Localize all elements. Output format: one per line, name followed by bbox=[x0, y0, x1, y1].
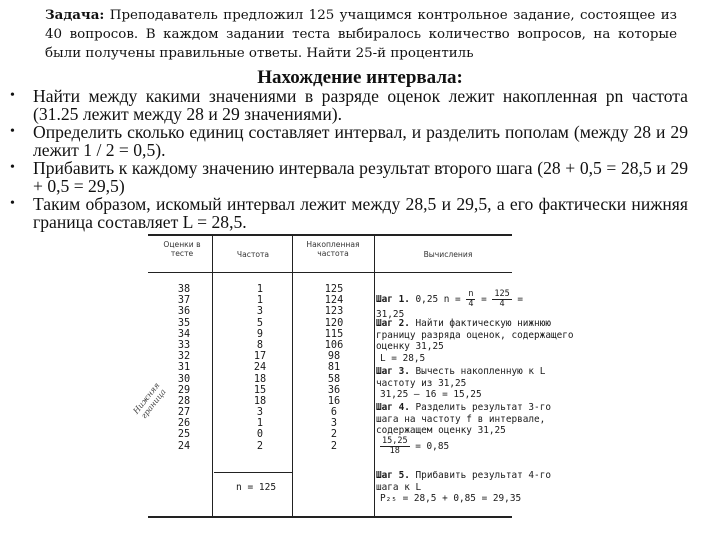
score-cell: 31 bbox=[177, 362, 191, 374]
score-cell: 24 bbox=[177, 440, 191, 452]
cum-cell: 6 bbox=[330, 407, 338, 419]
step-text: Вычесть накопленную к L частоту из 31,25 bbox=[376, 366, 546, 389]
cum-cell: 81 bbox=[327, 362, 341, 374]
freq-cell: 18 bbox=[253, 395, 267, 407]
bullet-text: Определить сколько единиц составляет интервал, и разделить пополам (между 28 и 29 лежит 1 / 2 = 0,5). bbox=[33, 122, 688, 160]
step-result: P₂₅ = 28,5 + 0,85 = 29,35 bbox=[380, 493, 522, 505]
step-text: Найти фактическую нижнюю границу разряда оценок, содержащего оценку 31,25 bbox=[376, 318, 574, 353]
freq-column bbox=[240, 284, 280, 452]
handwritten-note: Нижняя граница bbox=[131, 380, 168, 421]
bullet-text: Таким образом, искомый интервал лежит между 28,5 и 29,5, а его фактически нижняя граница составляет L = 28,5. bbox=[33, 194, 688, 232]
freq-cell: 9 bbox=[256, 328, 264, 340]
score-cell: 28 bbox=[177, 395, 191, 407]
bullet-text: Найти между какими значениями в разряде оценок лежит накопленная pn частота (31.25 лежит между 28 и 29 значениями). bbox=[33, 86, 688, 124]
step-label: Шаг 3. bbox=[376, 366, 410, 377]
step-result: L = 28,5 bbox=[380, 352, 426, 364]
cum-cell: 124 bbox=[324, 295, 344, 307]
freq-cell: 1 bbox=[256, 284, 264, 295]
fraction-num: n bbox=[468, 289, 474, 299]
header-cum: Накопленная частота bbox=[306, 240, 360, 258]
table-top-rule bbox=[148, 234, 512, 236]
fraction bbox=[466, 290, 475, 309]
cum-cell: 98 bbox=[327, 351, 341, 363]
task-label: Задача: bbox=[45, 7, 105, 23]
freq-cell: 3 bbox=[256, 407, 264, 419]
cum-cell: 2 bbox=[330, 429, 338, 441]
step-4 bbox=[376, 402, 576, 456]
score-cell: 27 bbox=[177, 407, 191, 419]
freq-cell: 18 bbox=[253, 373, 267, 385]
step-label: Шаг 2. bbox=[376, 318, 410, 329]
score-cell: 33 bbox=[177, 339, 191, 351]
freq-cell: 5 bbox=[256, 317, 264, 329]
step-3 bbox=[376, 366, 576, 401]
fraction bbox=[380, 437, 410, 456]
step-label: Шаг 1. bbox=[376, 294, 410, 305]
step-text: Разделить результат 3-го шага на частоту f в интервале, содержащем оценку 31,25 bbox=[376, 402, 551, 437]
cum-cell: 2 bbox=[330, 440, 338, 452]
score-cell: 37 bbox=[177, 295, 191, 307]
table-bottom-rule bbox=[148, 516, 512, 518]
steps-list bbox=[0, 87, 720, 231]
header-freq: Частота bbox=[236, 250, 270, 259]
bullet-item bbox=[0, 87, 720, 123]
score-cell: 34 bbox=[177, 328, 191, 340]
scanned-table bbox=[131, 232, 708, 518]
freq-cell: 0 bbox=[256, 429, 264, 441]
cum-cell: 125 bbox=[324, 284, 344, 295]
step-label: Шаг 5. bbox=[376, 470, 410, 481]
score-cell: 36 bbox=[177, 306, 191, 318]
header-calc: Вычисления bbox=[423, 250, 473, 259]
step-text: Прибавить результат 4-го шага к L bbox=[376, 470, 551, 493]
step-result: 31,25 — 16 = 15,25 bbox=[380, 389, 482, 401]
freq-cell: 1 bbox=[256, 295, 264, 307]
freq-cell: 1 bbox=[256, 418, 264, 430]
total-n: n = 125 bbox=[236, 482, 277, 493]
freq-cell: 15 bbox=[253, 384, 267, 396]
step-1: Шаг 1. 0,25 n = $\frac{n}{4}$ = $\frac{125}{4}$ = 31,25 bbox=[376, 289, 524, 320]
bullet-item bbox=[0, 123, 720, 159]
freq-cell: 24 bbox=[253, 362, 267, 374]
cum-cell: 16 bbox=[327, 395, 341, 407]
step-2 bbox=[376, 318, 576, 364]
fraction-num: 15,25 bbox=[382, 435, 408, 446]
table-vline-3 bbox=[374, 234, 375, 516]
bullet-dot: • bbox=[10, 160, 15, 175]
bullet-text: Прибавить к каждому значению интервала результат второго шага (28 + 0,5 = 28,5 и 29 + 0,5 = 29,5) bbox=[33, 158, 688, 196]
table-vline-2 bbox=[292, 234, 293, 516]
score-cell: 32 bbox=[177, 351, 191, 363]
task-statement bbox=[45, 6, 677, 63]
fraction-den: 18 bbox=[389, 445, 400, 456]
table-header-rule bbox=[148, 272, 512, 273]
freq-cell: 17 bbox=[253, 351, 267, 363]
score-cell: 30 bbox=[177, 373, 191, 385]
fraction-den: 4 bbox=[499, 299, 505, 309]
freq-cell: 8 bbox=[256, 339, 264, 351]
total-rule bbox=[214, 472, 292, 473]
table-vline-1 bbox=[212, 234, 213, 516]
step-label: Шаг 4. bbox=[376, 402, 410, 413]
task-text: Преподаватель предложил 125 учащимся контрольное задание, состоящее из 40 вопросов. В каждом задании теста выбиралось количество вопросов, на которые были получены правильные ответы. Найти 25-й процентиль bbox=[45, 8, 677, 61]
cum-cell: 58 bbox=[327, 373, 341, 385]
step-result: = 0,85 bbox=[415, 440, 450, 452]
bullet-item bbox=[0, 159, 720, 195]
cum-cell: 123 bbox=[324, 306, 344, 318]
bullet-dot: • bbox=[10, 88, 15, 103]
step-result-line bbox=[376, 437, 576, 456]
cum-cell: 3 bbox=[330, 418, 338, 430]
fraction-den: 4 bbox=[468, 299, 474, 309]
header-scores: Оценки в тесте bbox=[163, 240, 201, 258]
step-5 bbox=[376, 470, 576, 505]
bullet-dot: • bbox=[10, 124, 15, 139]
cum-cell: 120 bbox=[324, 317, 344, 329]
section-heading: Нахождение интервала: bbox=[257, 67, 463, 88]
cum-cell: 106 bbox=[324, 339, 344, 351]
fraction-num: 125 bbox=[494, 289, 510, 299]
score-cell: 35 bbox=[177, 317, 191, 329]
step-result: = 31,25 bbox=[376, 294, 524, 320]
freq-cell: 2 bbox=[256, 440, 264, 452]
cum-column bbox=[314, 284, 354, 452]
freq-cell: 3 bbox=[256, 306, 264, 318]
score-cell: 29 bbox=[177, 384, 191, 396]
score-cell: 26 bbox=[177, 418, 191, 430]
cum-cell: 115 bbox=[324, 328, 344, 340]
bullet-dot: • bbox=[10, 196, 15, 211]
scores-column bbox=[164, 284, 204, 452]
cum-cell: 36 bbox=[327, 384, 341, 396]
bullet-item bbox=[0, 195, 720, 231]
step-expr: 0,25 n = bbox=[415, 294, 461, 305]
score-cell: 25 bbox=[177, 429, 191, 441]
fraction bbox=[492, 290, 511, 309]
score-cell: 38 bbox=[177, 284, 191, 295]
